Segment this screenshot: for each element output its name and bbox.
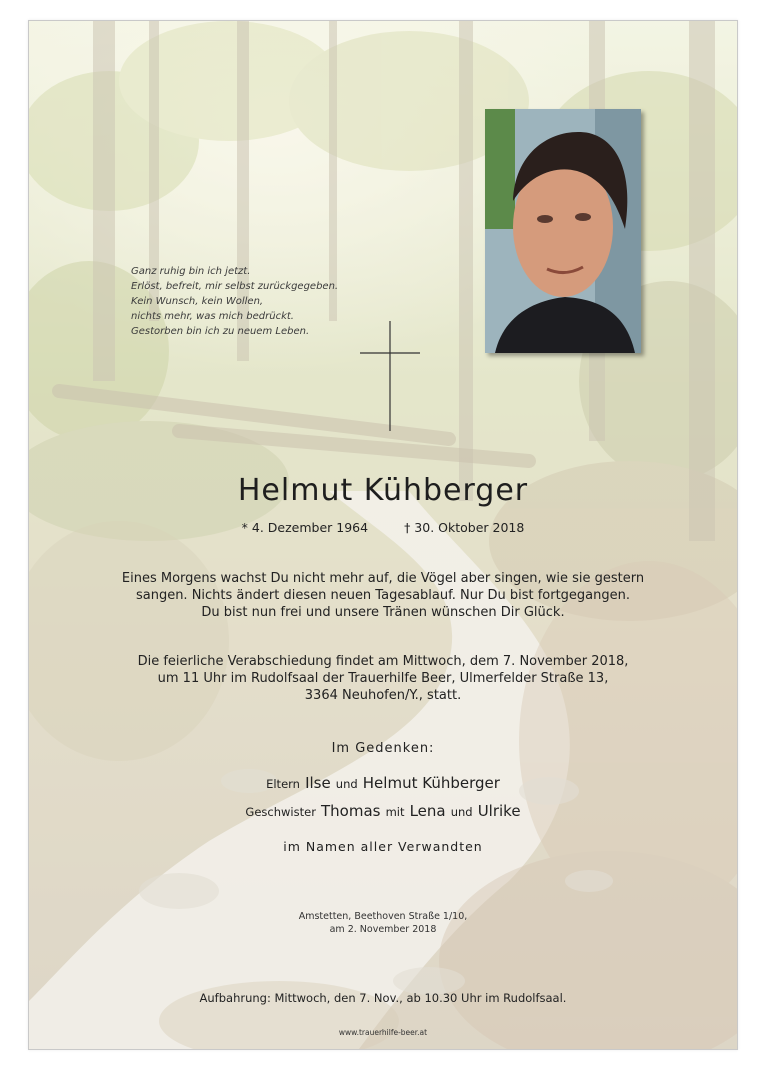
poem-line: Erlöst, befreit, mir selbst zurückgegeben. bbox=[131, 281, 339, 292]
text-line: Du bist nun frei und unsere Tränen wünschen Dir Glück. bbox=[201, 605, 565, 620]
poem-line: nichts mehr, was mich bedrückt. bbox=[131, 311, 294, 322]
text-line: um 11 Uhr im Rudolfsaal der Trauerhilfe Beer, Ulmerfelder Straße 13, bbox=[157, 671, 609, 686]
place-date bbox=[29, 910, 737, 936]
deceased-name: Helmut Kühberger bbox=[237, 473, 529, 508]
poem-line: Gestorben bin ich zu neuem Leben. bbox=[131, 326, 310, 337]
parents-label: Eltern bbox=[266, 777, 300, 791]
date-line: am 2. November 2018 bbox=[329, 924, 437, 935]
siblings-line bbox=[29, 801, 737, 820]
birth-date: * 4. Dezember 1964 bbox=[241, 520, 369, 535]
mourners-heading: Im Gedenken: bbox=[331, 741, 435, 756]
parent-name: Ilse bbox=[305, 774, 331, 792]
conjunction: und bbox=[335, 777, 358, 791]
sibling-name: Lena bbox=[409, 802, 446, 820]
life-dates bbox=[29, 520, 737, 535]
conjunction: mit bbox=[385, 805, 405, 819]
place-line: Amstetten, Beethoven Straße 1/10, bbox=[298, 911, 468, 922]
text-line: 3364 Neuhofen/Y., statt. bbox=[304, 688, 462, 703]
poem-line: Kein Wunsch, kein Wollen, bbox=[131, 296, 264, 307]
parents-line bbox=[29, 773, 737, 792]
parte-card bbox=[28, 20, 738, 1050]
portrait-photo bbox=[485, 109, 641, 353]
conjunction: und bbox=[450, 805, 473, 819]
viewing-info: Aufbahrung: Mittwoch, den 7. Nov., ab 10.30 Uhr im Rudolfsaal. bbox=[199, 991, 567, 1005]
poem bbox=[131, 264, 391, 339]
relatives-line: im Namen aller Verwandten bbox=[283, 839, 483, 854]
text-line: Eines Morgens wachst Du nicht mehr auf, die Vögel aber singen, wie sie gestern bbox=[121, 571, 645, 586]
farewell-text bbox=[99, 570, 667, 621]
cross-icon bbox=[360, 321, 420, 431]
sibling-name: Ulrike bbox=[477, 802, 521, 820]
death-date: † 30. Oktober 2018 bbox=[404, 520, 525, 535]
poem-line: Ganz ruhig bin ich jetzt. bbox=[131, 266, 251, 277]
ceremony-info bbox=[99, 653, 667, 704]
text-line: sangen. Nichts ändert diesen neuen Tagesablauf. Nur Du bist fortgegangen. bbox=[135, 588, 631, 603]
siblings-label: Geschwister bbox=[245, 805, 316, 819]
parent-name: Helmut Kühberger bbox=[362, 774, 500, 792]
website-link[interactable]: www.trauerhilfe-beer.at bbox=[338, 1028, 428, 1037]
text-line: Die feierliche Verabschiedung findet am Mittwoch, dem 7. November 2018, bbox=[137, 654, 629, 669]
sibling-name: Thomas bbox=[321, 802, 381, 820]
